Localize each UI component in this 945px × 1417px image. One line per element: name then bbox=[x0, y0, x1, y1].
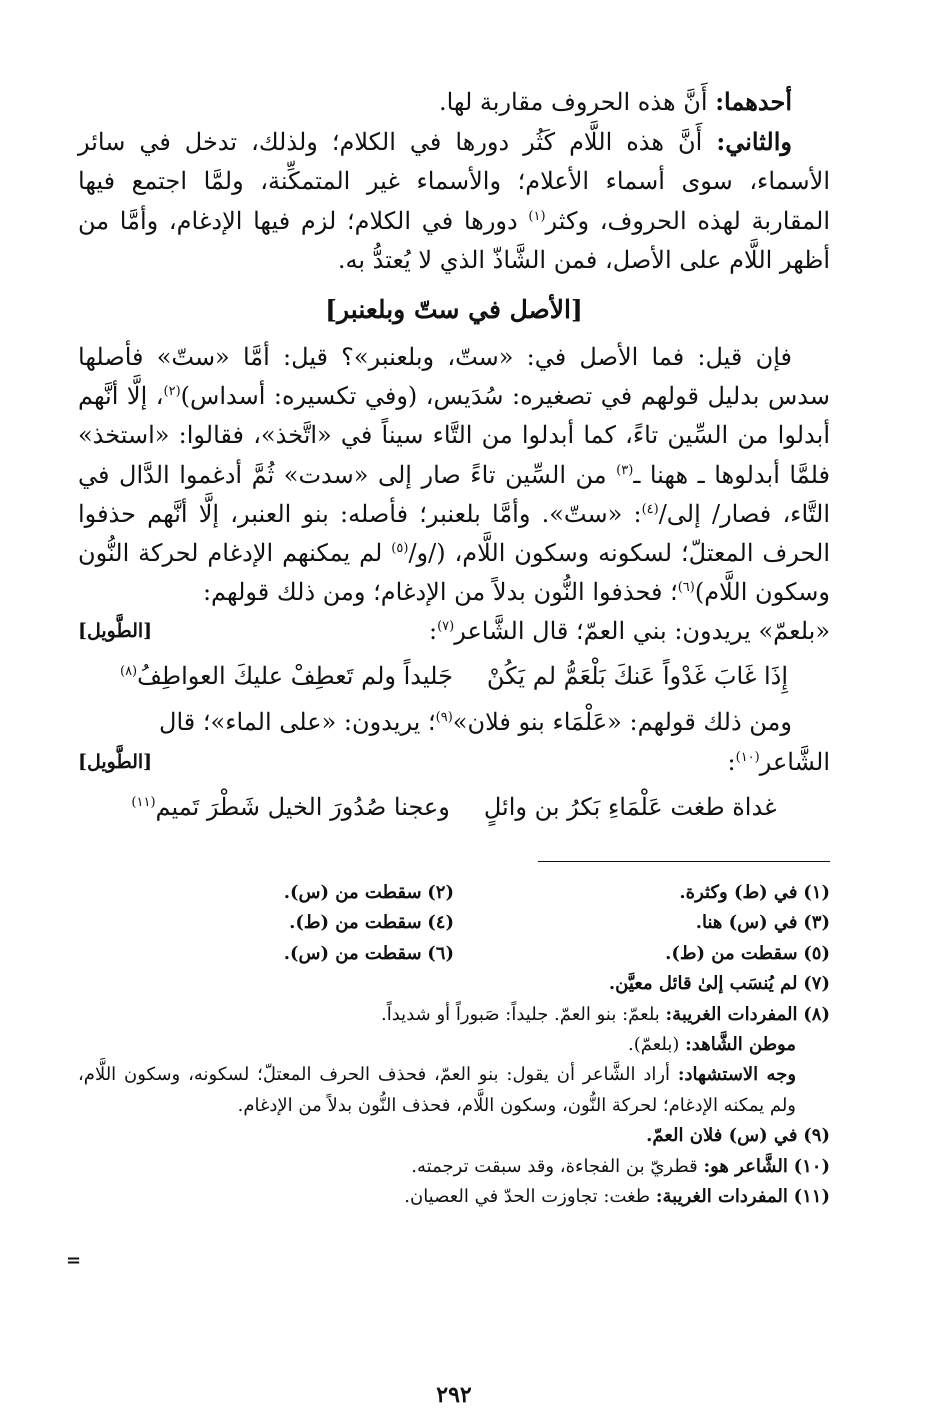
paragraph-text: أَنَّ هذه اللَّام كَثُر دورها في الكلام؛ ولذلك، تدخل في سائر الأسماء، سوى أسماء الأعلام؛ والأسماء غير المتمكِّنة، ولمَّا اجتمع فيها المقاربة لهذه الحروف، وكثر bbox=[78, 128, 831, 235]
verse-intro-text bbox=[429, 612, 830, 651]
footnote-text: سقطت من (س). bbox=[283, 882, 422, 903]
colon: : bbox=[429, 617, 438, 646]
footnote-label: المفردات الغريبة: bbox=[655, 1186, 788, 1208]
footnote-item bbox=[78, 969, 830, 999]
footnote-ref: (٧) bbox=[437, 619, 455, 635]
section-heading: [الأصل في ستّ وبلعنبر] bbox=[325, 295, 583, 325]
colon: : bbox=[727, 747, 736, 776]
paragraph-text: أَنَّ هذه الحروف مقاربة لها. bbox=[438, 88, 716, 116]
footnote-text: سقطت من (ط). bbox=[665, 942, 798, 964]
lead-word: أحدهما: bbox=[715, 87, 792, 116]
footnote-ref: (١) bbox=[528, 208, 546, 224]
footnote-item bbox=[454, 878, 830, 908]
poetry-verse bbox=[78, 784, 830, 830]
verse-intro-text bbox=[728, 743, 830, 782]
footnote-text: في (ط) وكثرة. bbox=[679, 882, 798, 903]
verse-first-hemistich: غداة طغت عَلْمَاءِ بَكرُ بن وائلٍ bbox=[483, 792, 777, 821]
footnote-text: في (س) هنا. bbox=[695, 912, 798, 934]
meter-label: [الطَّويل] bbox=[78, 750, 153, 773]
margin-mark: = bbox=[66, 1250, 82, 1271]
paragraph-origin bbox=[78, 338, 830, 612]
verse-intro-line bbox=[78, 743, 830, 782]
verse-second-hemistich bbox=[131, 784, 449, 830]
footnote-item bbox=[78, 939, 454, 969]
verse-intro-line bbox=[78, 612, 830, 651]
footnote-label: الشَّاعر هو: bbox=[703, 1155, 788, 1177]
footnote-item bbox=[78, 908, 454, 938]
footnote-number: (١٠) bbox=[793, 1155, 830, 1177]
footnote-text: لم يُنسَب إلىٰ قائل معيَّن. bbox=[608, 973, 798, 995]
paragraph-alamaa bbox=[78, 703, 830, 742]
footnote-item bbox=[78, 1000, 830, 1030]
footnote-label: وجه الاستشهاد: bbox=[677, 1064, 797, 1086]
footnote-text: قطريّ بن الفجاءة، وقد سبقت ترجمته. bbox=[411, 1155, 704, 1177]
footnote-text: في (س) فلان العمّ. bbox=[646, 1125, 798, 1147]
book-page bbox=[78, 82, 831, 1408]
paragraph-text: لم يمكنهم الإدغام لحركة النُّون وسكون اللَّام) bbox=[78, 539, 830, 607]
paragraph-text: ؛ فحذفوا النُّون بدلاً من الإدغام؛ ومن ذلك قولهم: bbox=[202, 578, 678, 607]
page-number: ٢٩٢ bbox=[436, 1382, 472, 1408]
footnote-ref: (٢) bbox=[163, 384, 181, 400]
paragraph-text: ومن ذلك قولهم: «عَلْمَاء بنو فلان» bbox=[452, 708, 792, 737]
paragraph-text: ؛ يريدون: «على الماء»؛ قال bbox=[159, 708, 436, 737]
footnote-number: (٤) bbox=[427, 912, 454, 934]
footnote-item bbox=[78, 1030, 830, 1060]
intro-text: الشَّاعر bbox=[759, 747, 830, 776]
footnote-number: (٧) bbox=[803, 973, 830, 995]
footnote-ref: (٦) bbox=[677, 580, 695, 596]
footnote-text: (بلعمّ). bbox=[628, 1034, 686, 1056]
poetry-verse bbox=[78, 653, 830, 699]
intro-text: «بلعمّ» يريدون: بني العمّ؛ قال الشَّاعر bbox=[454, 617, 830, 646]
footnote-text: سقطت من (س). bbox=[283, 942, 422, 964]
footnote-ref: (٥) bbox=[391, 541, 409, 557]
footnote-number: (٥) bbox=[803, 942, 830, 964]
paragraph-text: دورها في الكلام؛ لزم فيها الإدغام، وأمَّا من أظهر اللَّام على الأصل، فمن الشَّاذّ الذي لا يُعتدُّ به. bbox=[78, 206, 830, 274]
hemistich-text: جَليداً ولم تَعطِفْ عليكَ العواطِفُ bbox=[137, 662, 453, 691]
footnote-separator bbox=[538, 861, 830, 862]
footnote-item bbox=[78, 1182, 830, 1212]
footnote-ref: (١١) bbox=[131, 794, 156, 810]
footnotes bbox=[78, 878, 830, 1212]
footnote-text: بلعمّ: بنو العمّ. جليداً: صَبوراً أو شديداً. bbox=[381, 1003, 666, 1025]
footnote-ref: (١٠) bbox=[735, 749, 760, 765]
footnote-ref: (٣) bbox=[616, 462, 634, 478]
footnote-item bbox=[78, 1152, 830, 1182]
footnote-item bbox=[78, 878, 454, 908]
footnote-text: سقطت من (ط). bbox=[289, 912, 422, 934]
footnote-number: (٨) bbox=[803, 1003, 830, 1025]
footnote-row bbox=[78, 878, 830, 908]
footnote-number: (٢) bbox=[427, 882, 454, 903]
footnote-number: (١) bbox=[803, 882, 830, 903]
paragraph-second-reason bbox=[78, 122, 830, 280]
footnote-row bbox=[78, 908, 830, 938]
footnote-ref: (٩) bbox=[435, 710, 453, 726]
paragraph-text: : «ستّ». وأمَّا بلعنبر؛ فأصله: بنو العنبر، إلَّا أنَّهم حذفوا الحرف المعتلّ؛ لسكونه وسكون اللَّام، (/و/ bbox=[78, 499, 830, 568]
footnote-number: (٦) bbox=[427, 942, 454, 964]
footnote-ref: (٨) bbox=[119, 664, 138, 680]
verse-second-hemistich bbox=[120, 653, 453, 699]
footnote-number: (٩) bbox=[803, 1125, 830, 1147]
paragraph-text: فإن قيل: فما الأصل في: «ستّ، وبلعنبر»؟ قيل: أمَّا «ستّ» فأصلها سدس بدليل قولهم في تصغيره: سُدَيس، (وفي تكسيره: أسداس) bbox=[78, 343, 830, 411]
footnote-ref: (٤) bbox=[641, 501, 659, 517]
hemistich-text: وعجنا صُدُورَ الخيل شَطْرَ تَميم bbox=[155, 792, 450, 821]
verse-first-hemistich: إِذَا غَابَ غَدْواً عَنكَ بَلْعَمُّ لم يَكُنْ bbox=[486, 662, 789, 691]
footnote-text: أراد الشَّاعر أن يقول: بنو العمّ، فحذف الحرف المعتلّ؛ لسكونه، وسكون اللَّام، ولم يمكنه الإدغام؛ لحركة النُّون، وسكون اللَّام، فحذف النُّون بدلاً من الإدغام. bbox=[78, 1064, 796, 1116]
paragraph-text: ، إلَّا أنَّهم أبدلوا من السِّين تاءً، كما أبدلوا من التَّاء سيناً في «اتَّخذ»، فقالوا: «استخذ» فلمَّا أبدلوها ـ ههنا ـ bbox=[78, 382, 830, 489]
footnote-label: موطن الشَّاهد: bbox=[685, 1034, 796, 1056]
footnote-item bbox=[454, 939, 830, 969]
footnote-item bbox=[454, 908, 830, 938]
footnote-number: (٣) bbox=[803, 912, 830, 934]
paragraph-text: من السِّين تاءً صار إلى «سدت» ثُمَّ أدغموا الدَّال في التَّاء، فصار/ إلى/ bbox=[78, 460, 831, 528]
footnote-label: المفردات الغريبة: bbox=[665, 1003, 798, 1025]
footnote-item bbox=[78, 1060, 830, 1121]
paragraph-first-reason bbox=[78, 82, 830, 122]
footnote-item bbox=[78, 1121, 830, 1151]
footnote-row bbox=[78, 939, 830, 969]
footnote-text: طغت: تجاوزت الحدّ في العصيان. bbox=[404, 1186, 656, 1208]
footnote-number: (١١) bbox=[793, 1186, 830, 1208]
meter-label: [الطَّويل] bbox=[78, 620, 153, 643]
lead-word: والثاني: bbox=[716, 127, 792, 157]
